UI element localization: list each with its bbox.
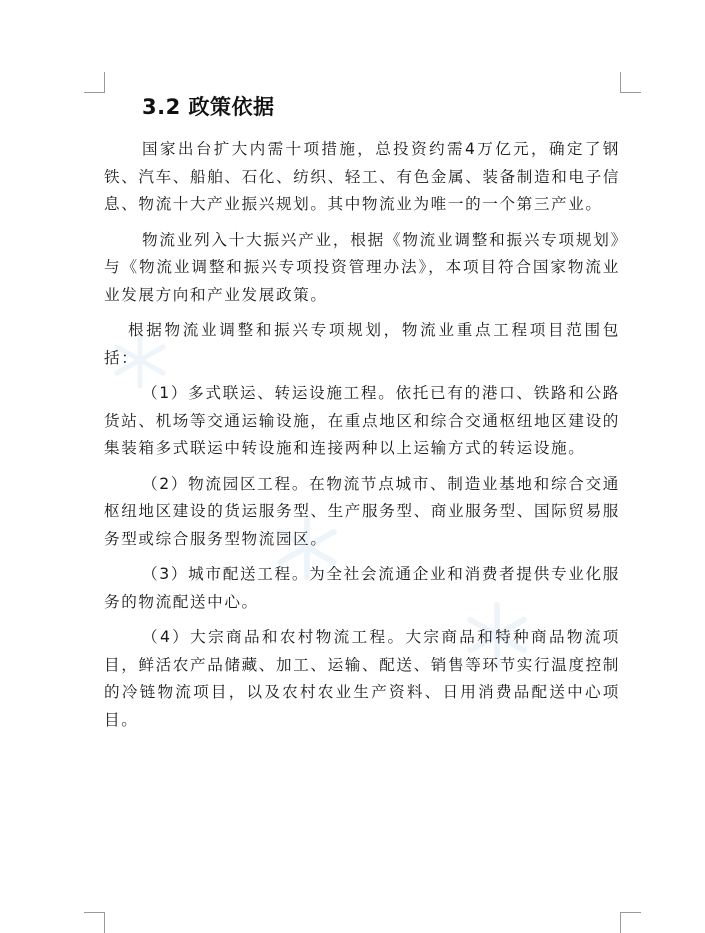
crop-mark-bottom-right: [620, 912, 641, 933]
paragraph-stimulus-measures: 国家出台扩大内需十项措施，总投资约需4万亿元，确定了钢铁、汽车、船舶、石化、纺织、轻工、有色金属、装备制造和电子信息、物流十大产业振兴规划。其中物流业为唯一的一个第三产业。: [104, 140, 620, 213]
document-body: [104, 92, 620, 742]
list-item-multimodal: （1）多式联运、转运设施工程。依托已有的港口、铁路和公路货站、机场等交通运输设施，在重点地区和综合交通枢纽地区建设的集装箱多式联运中转设施和连接两种以上运输方式的转运设施。: [104, 384, 620, 457]
paragraph-project-scope: 根据物流业调整和振兴专项规划，物流业重点工程项目范围包括：: [104, 321, 620, 367]
paragraph-logistics-policy: 物流业列入十大振兴产业，根据《物流业调整和振兴专项规划》与《物流业调整和振兴专项投资管理办法》，本项目符合国家物流业业发展方向和产业发展政策。: [104, 230, 620, 304]
crop-mark-bottom-left: [84, 912, 105, 933]
crop-mark-top-right: [620, 72, 641, 93]
list-item-logistics-park: （2）物流园区工程。在物流节点城市、制造业基地和综合交通枢纽地区建设的货运服务型、生产服务型、商业服务型、国际贸易服务型或综合服务型物流园区。: [104, 474, 620, 548]
list-item-bulk-rural: （4）大宗商品和农村物流工程。大宗商品和特种商品物流项目，鲜活农产品储藏、加工、运输、配送、销售等环节实行温度控制的冷链物流项目，以及农村农业生产资料、日用消费品配送中心项目。: [104, 628, 620, 729]
section-heading: 3.2 政策依据: [142, 95, 275, 119]
list-item-city-distribution: （3）城市配送工程。为全社会流通企业和消费者提供专业化服务的物流配送中心。: [104, 565, 620, 611]
crop-mark-top-left: [84, 72, 105, 93]
